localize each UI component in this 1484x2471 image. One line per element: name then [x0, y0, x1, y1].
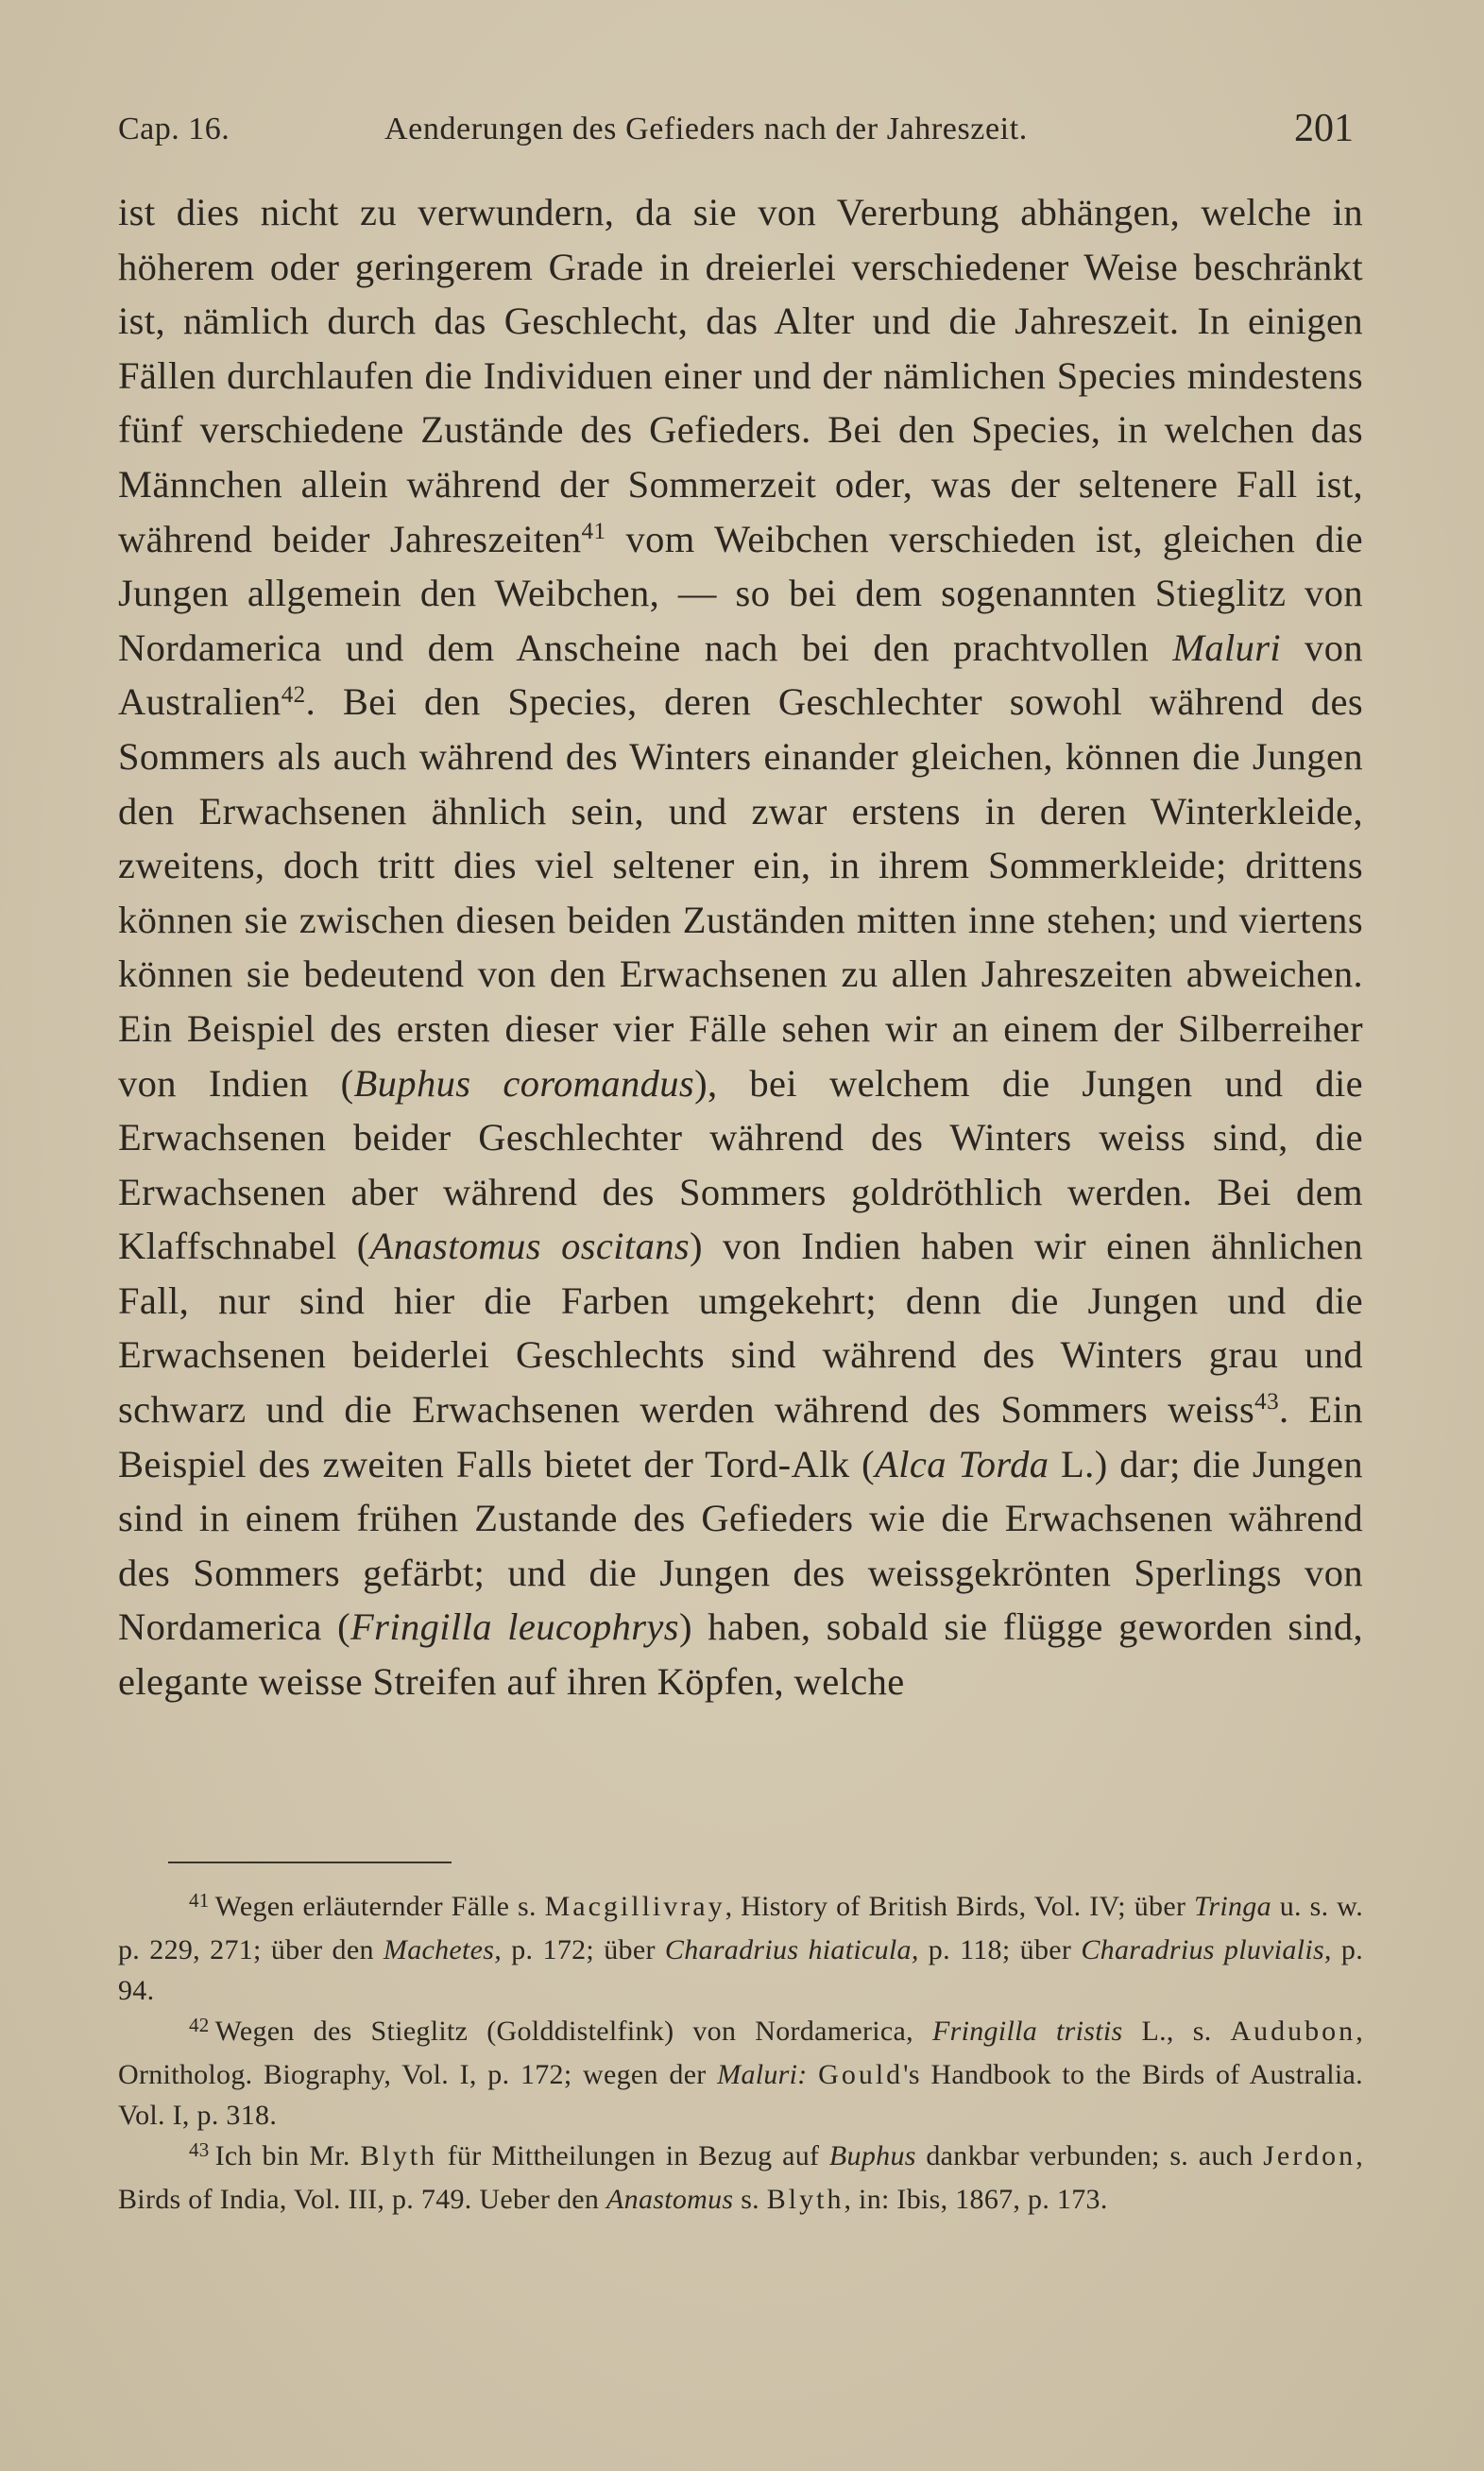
text-run: p. 94. — [118, 1934, 1364, 2006]
text-run: vom Weibchen verschieden ist, gleichen die Jungen allgemein den Weibchen, — so bei dem sogenannten Stieglitz von Nordamerica und dem Anscheine nach bei den prachtvollen — [118, 517, 1363, 669]
taxon-name: Fringilla leucophrys — [350, 1605, 679, 1649]
author-name: Macgillivray — [544, 1891, 725, 1922]
text-run: ), bei welchem die Jungen und die Erwachsenen beider Geschlechter während des Winters weiss sind, die Erwachsenen aber während des Sommers goldröthlich werden. Bei dem Klaffschnabel ( — [118, 1061, 1363, 1268]
text-run: Wegen des Stieglitz (Golddistelfink) von Nordamerica, — [214, 2016, 932, 2047]
text-run: L.) dar; die Jungen sind in einem frühen Zustande des Gefieders wie die Erwachsenen während des Sommers gefärbt; und die Jungen des weissgekrönten Sperlings von Nordamerica ( — [118, 1442, 1363, 1649]
footnote-ref-43: 43 — [1254, 1389, 1280, 1416]
text-run: dankbar verbunden; s. auch — [915, 2140, 1264, 2171]
running-header — [118, 107, 1363, 168]
paragraph — [118, 185, 1363, 1709]
text-run: p. 172; über — [502, 1934, 665, 1965]
footnotes — [118, 1886, 1363, 2220]
footnote-42 — [118, 2011, 1363, 2136]
text-run: von Australien — [118, 626, 1363, 724]
author-name: Blyth — [360, 2140, 438, 2171]
author-name: Audubon — [1230, 2016, 1356, 2047]
taxon-name: Machetes, — [383, 1934, 503, 1965]
running-title: Aenderungen des Gefieders nach der Jahreszeit. — [384, 112, 1028, 146]
footnote-divider — [168, 1862, 452, 1863]
taxon-name: Anastomus oscitans — [369, 1225, 691, 1268]
text-run: u. s. w. p. 229, 271; über den — [118, 1891, 1363, 1965]
text-run: , in: Ibis, 1867, p. 173. — [844, 2184, 1108, 2215]
text-run: Wegen erläuternder Fälle s. — [214, 1891, 545, 1922]
text-run — [808, 2059, 819, 2090]
text-run: , Ornitholog. Biography, Vol. I, p. 172; wegen der — [118, 2016, 1363, 2090]
taxon-name: Charadrius hiaticula, — [664, 1934, 919, 1965]
taxon-name: Anastomus — [606, 2184, 734, 2215]
text-run: für Mittheilungen in Bezug auf — [437, 2140, 829, 2171]
taxon-name: Tringa — [1194, 1891, 1271, 1922]
text-run: ) von Indien haben wir einen ähnlichen Fall, nur sind hier die Farben umgekehrt; denn die Jungen und die Erwachsenen beiderlei Geschlechts sind während des Winters grau und schwarz und die Erwachsenen werden während des Sommers weiss — [118, 1225, 1363, 1432]
footnote-ref-42: 42 — [281, 681, 306, 708]
text-run: Ich bin Mr. — [214, 2140, 361, 2171]
text-run: ist dies nicht zu verwundern, da sie von Vererbung abhängen, welche in höherem oder geringerem Grade in dreierlei verschiedener Weise beschränkt ist, nämlich durch das Geschlecht, das Alter und die Jahreszeit. In einigen Fällen durchlaufen die Individuen einer und der nämlichen Species mindestens fünf verschiedene Zustände des Gefieders. Bei den Species, in welchen das Männchen allein während der Sommerzeit oder, was der seltenere Fall ist, während beider Jahreszeiten — [118, 191, 1363, 560]
taxon-name: Maluri — [1172, 626, 1282, 669]
page-number: 201 — [1294, 107, 1354, 150]
main-text — [118, 185, 1363, 1709]
taxon-name: Fringilla tristis — [931, 2016, 1123, 2047]
footnote-number: 41 — [189, 1888, 210, 1912]
taxon-name: Buphus — [828, 2140, 916, 2171]
text-run: L., s. — [1122, 2016, 1231, 2047]
text-run: . Ein Beispiel des zweiten Falls bietet der Tord-Alk ( — [118, 1388, 1363, 1485]
footnote-ref-41: 41 — [581, 518, 606, 544]
author-name: Gould — [818, 2059, 904, 2090]
text-run: , History of British Birds, Vol. IV; über — [725, 1891, 1195, 1922]
footnote-41 — [118, 1886, 1363, 2011]
chapter-label: Cap. 16. — [118, 112, 230, 146]
footnote-number: 43 — [189, 2137, 210, 2161]
author-name: Jerdon — [1263, 2140, 1356, 2171]
taxon-name: Alca Torda — [875, 1442, 1049, 1485]
text-run: , Birds of India, Vol. III, p. 749. Ueber den — [118, 2140, 1363, 2215]
taxon-name: Charadrius pluvialis, — [1081, 1934, 1332, 1965]
text-run: p. 118; über — [918, 1934, 1082, 1965]
text-run: . Bei den Species, deren Geschlechter sowohl während des Sommers als auch während des Winters einander gleichen, können die Jungen den Erwachsenen ähnlich sein, und zwar erstens in deren Winterkleide, zweitens, doch tritt dies viel seltener ein, in ihrem Sommerkleide; drittens können sie zwischen diesen beiden Zuständen mitten inne stehen; und viertens können sie bedeutend von den Erwachsenen zu allen Jahreszeiten abweichen. Ein Beispiel des ersten dieser vier Fälle sehen wir an einem der Silberreiher von Indien ( — [118, 680, 1363, 1105]
footnote-number: 42 — [189, 2013, 210, 2036]
footnote-43 — [118, 2136, 1363, 2220]
author-name: Blyth — [766, 2184, 844, 2215]
taxon-name: Maluri: — [717, 2059, 808, 2090]
text-run: ) haben, sobald sie flügge geworden sind, elegante weisse Streifen auf ihren Köpfen, welche — [118, 1605, 1363, 1704]
taxon-name: Buphus coromandus — [353, 1061, 695, 1105]
text-run: 's Handbook to the Birds of Australia. Vol. I, p. 318. — [118, 2059, 1363, 2131]
text-run: s. — [733, 2184, 767, 2215]
